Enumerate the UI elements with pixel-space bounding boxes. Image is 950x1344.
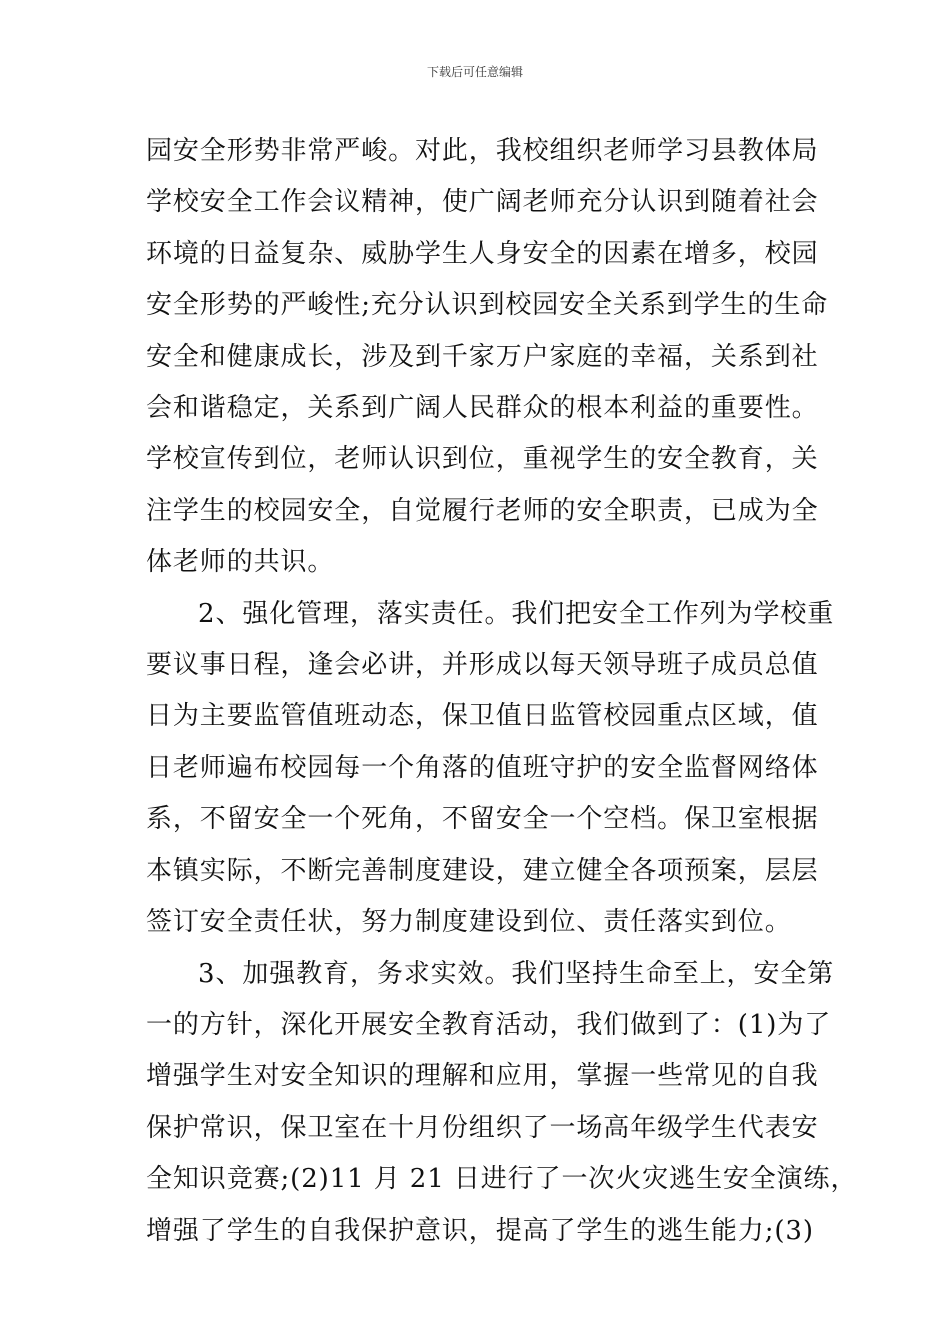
text-line: 签订安全责任状，努力制度建设到位、责任落实到位。 xyxy=(146,907,792,938)
text-line: 会和谐稳定，关系到广阔人民群众的根本利益的重要性。 xyxy=(146,393,819,424)
text-line: 日老师遍布校园每一个角落的值班守护的安全监督网络体 xyxy=(146,752,819,783)
text-line: 日为主要监管值班动态，保卫值日监管校园重点区域，值 xyxy=(146,701,819,732)
text-line: 注学生的校园安全，自觉履行老师的安全职责，已成为全 xyxy=(146,495,819,526)
text-line: 3、加强教育，务求实效。我们坚持生命至上，安全第 xyxy=(198,958,835,989)
document-body xyxy=(146,126,858,1257)
text-line: 全知识竞赛;(2)11 月 21 日进行了一次火灾逃生安全演练， xyxy=(146,1164,858,1195)
text-line: 本镇实际，不断完善制度建设，建立健全各项预案，层层 xyxy=(146,855,819,886)
text-line: 园安全形势非常严峻。对此，我校组织老师学习县教体局 xyxy=(146,136,819,166)
text-line: 体老师的共识。 xyxy=(146,547,335,578)
text-line: 保护常识，保卫室在十月份组织了一场高年级学生代表安 xyxy=(146,1112,819,1143)
paragraph-1 xyxy=(146,126,829,589)
text-line: 安全形势的严峻性;充分认识到校园安全关系到学生的生命 xyxy=(146,290,829,321)
text-line: 增强了学生的自我保护意识，提高了学生的逃生能力;(3) xyxy=(146,1215,814,1246)
text-line: 学校安全工作会议精神，使广阔老师充分认识到随着社会 xyxy=(146,187,819,218)
text-line: 2、强化管理，落实责任。我们把安全工作列为学校重 xyxy=(198,598,835,629)
text-line: 要议事日程，逢会必讲，并形成以每天领导班子成员总值 xyxy=(146,650,819,681)
paragraph-2 xyxy=(146,589,835,949)
text-line: 一的方针，深化开展安全教育活动，我们做到了：(1)为了 xyxy=(146,1009,832,1040)
text-line: 增强学生对安全知识的理解和应用，掌握一些常见的自我 xyxy=(146,1061,819,1092)
page-header: 下载后可任意编辑 xyxy=(426,65,523,79)
paragraph-3 xyxy=(146,949,858,1257)
text-line: 安全和健康成长，涉及到千家万户家庭的幸福，关系到社 xyxy=(146,341,819,372)
text-line: 系，不留安全一个死角，不留安全一个空档。保卫室根据 xyxy=(146,804,819,835)
text-line: 学校宣传到位，老师认识到位，重视学生的安全教育，关 xyxy=(146,444,819,475)
text-line: 环境的日益复杂、威胁学生人身安全的因素在增多，校园 xyxy=(146,238,819,269)
